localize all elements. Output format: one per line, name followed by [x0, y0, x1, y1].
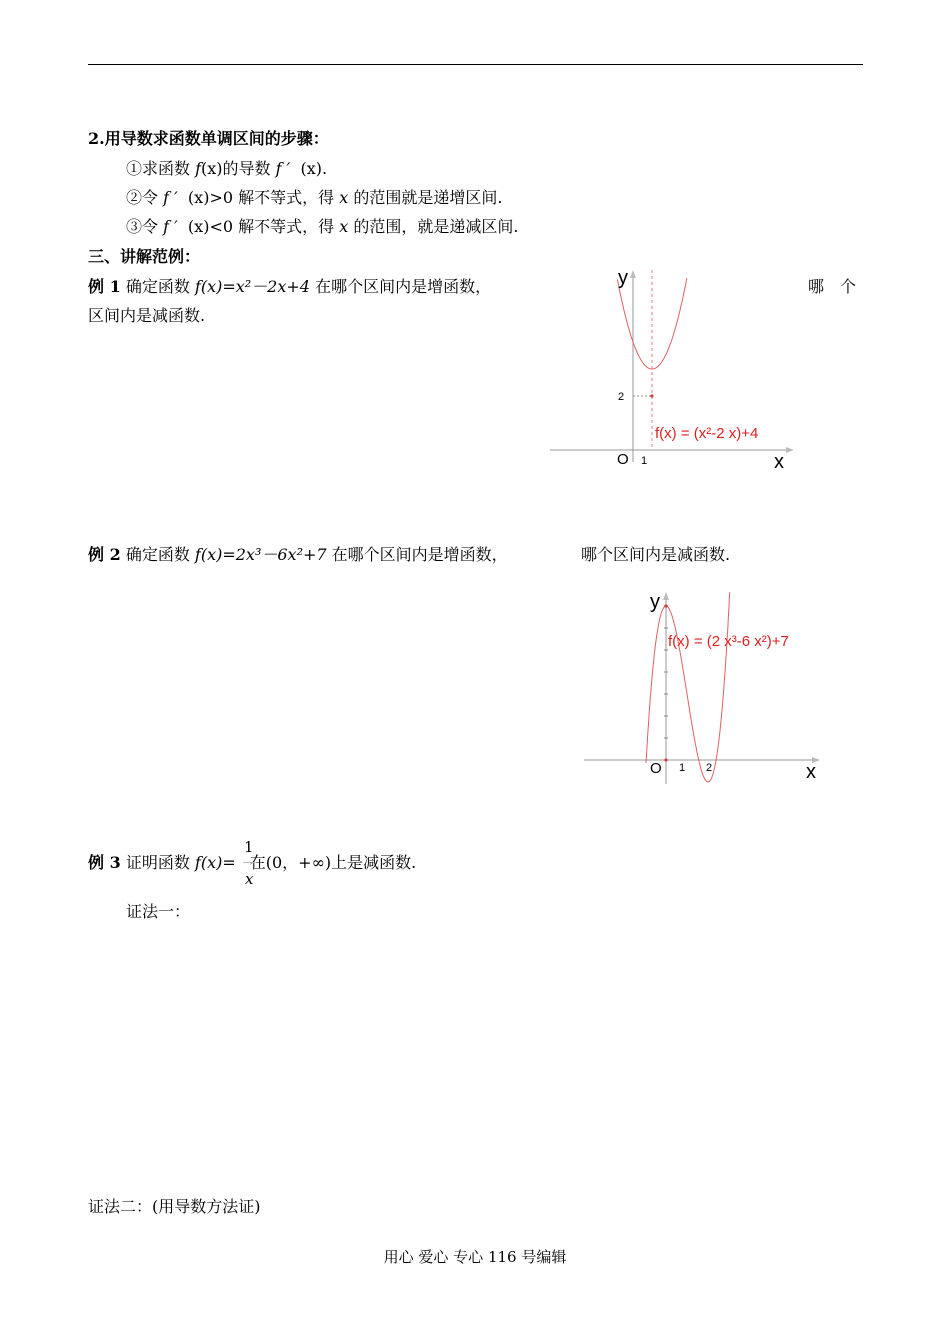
origin-label: O	[617, 451, 629, 468]
fraction-numerator: 1	[244, 838, 254, 856]
origin-label: O	[650, 760, 662, 777]
x-tick-label: 1	[641, 455, 648, 467]
step-1: ①求函数 f(x)的导数 f ′ (x).	[126, 159, 328, 178]
page-footer: 用心 爱心 专心 116 号编辑	[383, 1248, 567, 1266]
step-number: ③	[126, 217, 143, 236]
section-title: 三、讲解范例：	[88, 247, 201, 266]
example-label: 例 3	[88, 853, 121, 872]
fraction-denominator: x	[245, 870, 254, 888]
example-1-continued: 哪 个	[808, 277, 857, 296]
fraction-bar	[243, 862, 255, 863]
y-tick-label: 2	[618, 391, 625, 403]
example-1-line2: 区间内是减函数.	[88, 306, 206, 325]
proof-method-2: 证法二：(用导数方法证)	[88, 1197, 261, 1216]
function-formula: f(x) = (x²-2 x)+4	[655, 425, 759, 442]
cubic-curve	[646, 592, 730, 782]
example-2-continued: 哪个区间内是减函数.	[581, 545, 731, 564]
origin-point	[664, 758, 667, 761]
function-expression: f(x)=x²－2x+4	[194, 277, 310, 296]
step-3: ③令 f ′ (x)<0 解不等式，得 x 的范围，就是递减区间.	[126, 217, 519, 236]
example-label: 例 1	[88, 277, 121, 296]
x-axis-arrow	[786, 447, 794, 453]
example-3-text: 例 3 证明函数 f(x)= 在(0，+∞)上是减函数.	[88, 853, 417, 872]
parabola-graph	[548, 262, 798, 474]
local-max-point	[664, 604, 667, 607]
x-axis-label: x	[774, 451, 784, 473]
step-2: ②令 f ′ (x)>0 解不等式，得 x 的范围就是递增区间.	[126, 188, 503, 207]
vertex-point	[650, 394, 653, 397]
step-number: ②	[126, 188, 143, 207]
y-axis-arrow	[663, 592, 669, 600]
x-tick-label-2: 2	[706, 762, 713, 774]
example-label: 例 2	[88, 545, 121, 564]
proof-method-1: 证法一：	[126, 902, 191, 921]
function-expression: f(x)=	[194, 853, 236, 872]
x-tick-label-1: 1	[679, 762, 686, 774]
function-formula: f(x) = (2 x³-6 x²)+7	[668, 633, 789, 650]
y-axis-arrow	[630, 270, 636, 278]
function-expression: f(x)=2x³－6x²+7	[194, 545, 327, 564]
y-axis-label: y	[650, 591, 660, 613]
step-number: ①	[126, 159, 143, 178]
y-axis-label: y	[618, 267, 628, 289]
steps-heading: 2.用导数求函数单调区间的步骤：	[88, 129, 329, 148]
x-axis-label: x	[806, 761, 816, 783]
example-2-text: 例 2 确定函数 f(x)=2x³－6x²+7 在哪个区间内是增函数，	[88, 545, 508, 564]
example-1-text: 例 1 确定函数 f(x)=x²－2x+4 在哪个区间内是增函数，	[88, 277, 492, 296]
header-rule	[88, 64, 863, 65]
cubic-graph	[582, 584, 827, 794]
